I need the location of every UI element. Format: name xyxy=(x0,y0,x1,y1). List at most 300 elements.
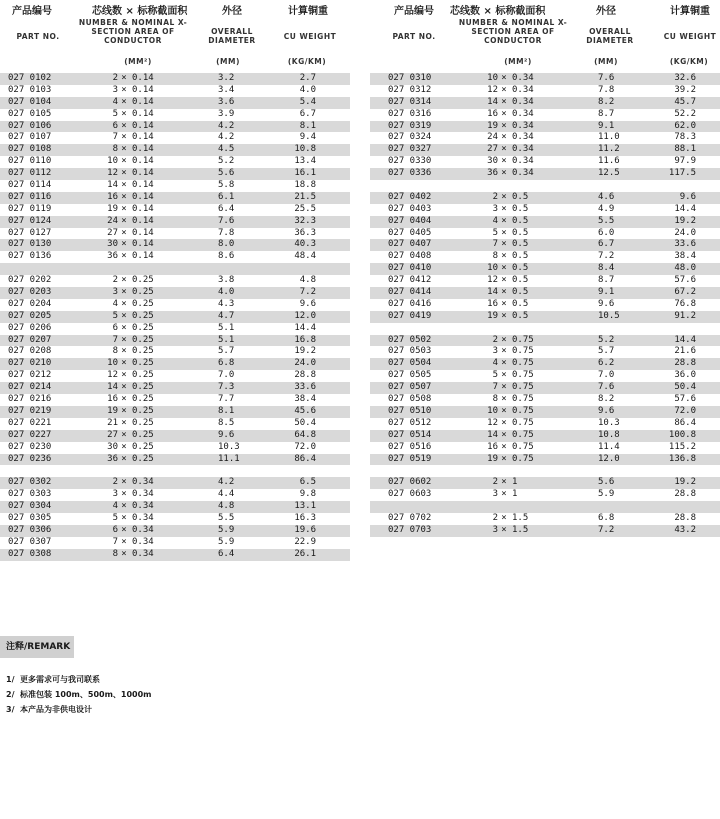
diameter-cell: 11.1 xyxy=(218,453,240,464)
area-cell: 0.75 xyxy=(512,382,534,393)
area-cell: 0.75 xyxy=(512,453,534,464)
times-sign: × xyxy=(121,548,127,559)
area-cell: 0.14 xyxy=(132,120,154,131)
area-cell: 0.25 xyxy=(132,382,154,393)
table-row xyxy=(0,121,350,133)
table-row xyxy=(370,180,720,192)
cores-cell: 2 xyxy=(112,275,118,286)
cu-weight-cell: 50.4 xyxy=(674,382,696,393)
diameter-cn-header: 外径 xyxy=(596,6,616,17)
diameter-cell: 11.0 xyxy=(598,132,620,143)
cu-weight-cell: 91.2 xyxy=(674,310,696,321)
diameter-cell: 8.6 xyxy=(218,251,235,262)
table-row xyxy=(370,418,720,430)
area-cell: 1 xyxy=(512,477,518,488)
cu-weight-cell: 21.5 xyxy=(294,191,316,202)
diameter-cell: 7.7 xyxy=(218,394,235,405)
table-row xyxy=(0,275,350,287)
part-number-cell: 027 0112 xyxy=(8,168,52,179)
cu-weight-cell: 16.3 xyxy=(294,512,316,523)
diameter-cell: 8.1 xyxy=(218,405,235,416)
part-number-cell: 027 0316 xyxy=(388,108,432,119)
table-row xyxy=(370,239,720,251)
times-sign: × xyxy=(501,417,507,428)
remark-note-3: 3/ 本产品为非供电设计 xyxy=(6,705,93,714)
area-cell: 0.75 xyxy=(512,370,534,381)
cu-weight-cell: 19.6 xyxy=(294,524,316,535)
table-row xyxy=(0,358,350,370)
area-cell: 0.14 xyxy=(132,239,154,250)
cores-cell: 3 xyxy=(112,287,118,298)
times-sign: × xyxy=(501,310,507,321)
times-sign: × xyxy=(501,346,507,357)
diameter-cell: 6.2 xyxy=(598,358,615,369)
part-number-cell: 027 0216 xyxy=(8,394,52,405)
part-number-cell: 027 0305 xyxy=(8,512,52,523)
diameter-cell: 4.0 xyxy=(218,287,235,298)
area-cell: 0.5 xyxy=(512,215,529,226)
part-number-cell: 027 0304 xyxy=(8,501,52,512)
table-row xyxy=(370,204,720,216)
times-sign: × xyxy=(121,168,127,179)
table-row xyxy=(0,394,350,406)
cu-weight-cell: 26.1 xyxy=(294,548,316,559)
cu-weight-cell: 36.0 xyxy=(674,370,696,381)
diameter-cell: 6.1 xyxy=(218,191,235,202)
cu-weight-cell: 86.4 xyxy=(674,417,696,428)
table-row xyxy=(370,132,720,144)
diameter-cell: 8.2 xyxy=(598,96,615,107)
area-cell: 0.5 xyxy=(512,310,529,321)
diameter-cell: 5.7 xyxy=(218,346,235,357)
cu-weight-header: CU WEIGHT xyxy=(663,32,717,41)
times-sign: × xyxy=(121,441,127,452)
cu-weight-cell: 76.8 xyxy=(674,298,696,309)
diameter-cell: 5.1 xyxy=(218,334,235,345)
left-table xyxy=(0,0,350,559)
diameter-cell: 10.3 xyxy=(218,441,240,452)
table-row xyxy=(370,168,720,180)
table-row xyxy=(0,228,350,240)
table-row xyxy=(370,251,720,263)
table-row xyxy=(0,537,350,549)
area-cell: 0.25 xyxy=(132,322,154,333)
times-sign: × xyxy=(501,73,507,83)
diameter-cell: 5.6 xyxy=(598,477,615,488)
cores-cell: 36 xyxy=(107,453,118,464)
area-cell: 0.25 xyxy=(132,429,154,440)
area-cell: 0.34 xyxy=(512,108,534,119)
cu-weight-unit: (KG/KM) xyxy=(287,57,327,66)
cu-weight-cell: 5.4 xyxy=(299,96,316,107)
times-sign: × xyxy=(121,429,127,440)
times-sign: × xyxy=(121,203,127,214)
table-row xyxy=(0,513,350,525)
cores-cell: 3 xyxy=(492,524,498,535)
table-row xyxy=(370,501,720,513)
area-cell: 0.25 xyxy=(132,334,154,345)
area-cell: 0.34 xyxy=(132,489,154,500)
diameter-cell: 9.6 xyxy=(218,429,235,440)
cu-weight-cell: 9.6 xyxy=(679,191,696,202)
times-sign: × xyxy=(501,287,507,298)
times-sign: × xyxy=(121,275,127,286)
cores-cell: 7 xyxy=(112,132,118,143)
area-cell: 0.14 xyxy=(132,73,154,83)
times-sign: × xyxy=(121,358,127,369)
area-cell: 0.75 xyxy=(512,358,534,369)
diameter-header: OVERALL DIAMETER xyxy=(208,27,256,45)
table-row xyxy=(0,85,350,97)
diameter-cell: 6.4 xyxy=(218,548,235,559)
cu-weight-cell: 40.3 xyxy=(294,239,316,250)
cores-cell: 3 xyxy=(492,203,498,214)
times-sign: × xyxy=(501,429,507,440)
area-cell: 0.25 xyxy=(132,298,154,309)
cores-cell: 3 xyxy=(112,84,118,95)
cores-cell: 4 xyxy=(492,358,498,369)
cores-cell: 36 xyxy=(107,251,118,262)
cu-weight-cell: 50.4 xyxy=(294,417,316,428)
table-row xyxy=(0,477,350,489)
cu-weight-cell: 39.2 xyxy=(674,84,696,95)
times-sign: × xyxy=(501,168,507,179)
cores-cell: 5 xyxy=(112,108,118,119)
cores-cell: 10 xyxy=(107,156,118,167)
times-sign: × xyxy=(501,203,507,214)
cu-weight-cell: 19.2 xyxy=(294,346,316,357)
times-sign: × xyxy=(121,394,127,405)
times-sign: × xyxy=(501,275,507,286)
cu-weight-cell: 57.6 xyxy=(674,394,696,405)
cu-weight-cell: 9.6 xyxy=(299,298,316,309)
times-sign: × xyxy=(121,144,127,155)
cu-weight-cell: 62.0 xyxy=(674,120,696,131)
cu-weight-cell: 117.5 xyxy=(668,168,696,179)
cores-cell: 16 xyxy=(487,441,498,452)
table-row xyxy=(370,477,720,489)
diameter-cell: 5.2 xyxy=(218,156,235,167)
area-cell: 0.14 xyxy=(132,251,154,262)
table-row xyxy=(370,121,720,133)
cu-weight-cell: 32.3 xyxy=(294,215,316,226)
table-row xyxy=(370,489,720,501)
area-cell: 0.5 xyxy=(512,191,529,202)
table-row xyxy=(370,73,720,85)
times-sign: × xyxy=(121,536,127,547)
part-number-cell: 027 0336 xyxy=(388,168,432,179)
times-sign: × xyxy=(121,512,127,523)
diameter-cell: 5.5 xyxy=(218,512,235,523)
area-cell: 0.34 xyxy=(512,156,534,167)
table-row xyxy=(0,216,350,228)
part-number-cell: 027 0327 xyxy=(388,144,432,155)
diameter-cell: 7.6 xyxy=(598,382,615,393)
part-number-cell: 027 0105 xyxy=(8,108,52,119)
times-sign: × xyxy=(121,239,127,250)
area-cell: 0.14 xyxy=(132,132,154,143)
part-number-cell: 027 0302 xyxy=(8,477,52,488)
times-sign: × xyxy=(121,287,127,298)
area-cell: 0.5 xyxy=(512,263,529,274)
diameter-cell: 10.5 xyxy=(598,310,620,321)
cores-cell: 3 xyxy=(492,346,498,357)
cores-cell: 3 xyxy=(112,489,118,500)
cores-cell: 7 xyxy=(492,382,498,393)
cu-weight-cell: 36.3 xyxy=(294,227,316,238)
cu-weight-cell: 22.9 xyxy=(294,536,316,547)
table-row xyxy=(0,335,350,347)
table-row xyxy=(0,251,350,263)
times-sign: × xyxy=(121,180,127,191)
times-sign: × xyxy=(501,215,507,226)
cu-weight-cell: 24.0 xyxy=(294,358,316,369)
cores-cell: 7 xyxy=(492,239,498,250)
cores-cell: 8 xyxy=(492,251,498,262)
diameter-cell: 5.6 xyxy=(218,168,235,179)
times-sign: × xyxy=(501,394,507,405)
diameter-cell: 8.5 xyxy=(218,417,235,428)
diameter-cell: 4.3 xyxy=(218,298,235,309)
diameter-cell: 3.4 xyxy=(218,84,235,95)
diameter-cell: 7.6 xyxy=(218,215,235,226)
cores-cell: 16 xyxy=(487,298,498,309)
times-sign: × xyxy=(501,524,507,535)
diameter-cell: 7.8 xyxy=(218,227,235,238)
cu-weight-cell: 28.8 xyxy=(294,370,316,381)
diameter-cell: 7.6 xyxy=(598,73,615,83)
diameter-cell: 5.9 xyxy=(598,489,615,500)
cores-cn-header: 芯线数 × 标称截面积 xyxy=(450,6,546,17)
cores-cell: 5 xyxy=(492,370,498,381)
cu-weight-cell: 4.8 xyxy=(299,275,316,286)
times-sign: × xyxy=(121,120,127,131)
cores-cell: 19 xyxy=(107,405,118,416)
part-number-cell: 027 0702 xyxy=(388,512,432,523)
cores-cell: 8 xyxy=(492,394,498,405)
cores-cell: 6 xyxy=(112,524,118,535)
area-cell: 0.25 xyxy=(132,394,154,405)
table-row xyxy=(370,144,720,156)
table-row xyxy=(0,109,350,121)
cores-cell: 19 xyxy=(487,310,498,321)
table-row xyxy=(370,394,720,406)
cores-cell: 24 xyxy=(487,132,498,143)
part-number-cell: 027 0308 xyxy=(8,548,52,559)
part-number-cell: 027 0103 xyxy=(8,84,52,95)
cores-cell: 30 xyxy=(107,441,118,452)
cu-weight-cell: 32.6 xyxy=(674,73,696,83)
cu-weight-cell: 28.8 xyxy=(674,512,696,523)
area-cell: 0.34 xyxy=(132,536,154,547)
table-row xyxy=(0,465,350,477)
diameter-cell: 8.0 xyxy=(218,239,235,250)
area-cell: 0.75 xyxy=(512,334,534,345)
times-sign: × xyxy=(121,346,127,357)
area-cell: 0.25 xyxy=(132,417,154,428)
area-cell: 0.5 xyxy=(512,275,529,286)
diameter-cell: 7.3 xyxy=(218,382,235,393)
part-number-cell: 027 0603 xyxy=(388,489,432,500)
times-sign: × xyxy=(501,96,507,107)
cu-weight-cell: 10.8 xyxy=(294,144,316,155)
part-number-cell: 027 0312 xyxy=(388,84,432,95)
part-number-cell: 027 0230 xyxy=(8,441,52,452)
area-cell: 0.14 xyxy=(132,180,154,191)
times-sign: × xyxy=(501,477,507,488)
table-row xyxy=(0,489,350,501)
diameter-cell: 4.7 xyxy=(218,310,235,321)
diameter-cell: 6.8 xyxy=(598,512,615,523)
table-row xyxy=(0,346,350,358)
cores-cell: 14 xyxy=(487,96,498,107)
times-sign: × xyxy=(501,358,507,369)
area-cell: 0.14 xyxy=(132,156,154,167)
times-sign: × xyxy=(121,417,127,428)
cu-weight-cell: 19.2 xyxy=(674,477,696,488)
cu-weight-cell: 16.1 xyxy=(294,168,316,179)
cores-cell: 10 xyxy=(487,263,498,274)
cores-cell: 19 xyxy=(107,203,118,214)
cores-cell: 14 xyxy=(107,180,118,191)
right-table-rows xyxy=(370,73,720,537)
part-number-cell: 027 0404 xyxy=(388,215,432,226)
table-row xyxy=(0,180,350,192)
area-cell: 0.34 xyxy=(132,548,154,559)
cu-weight-cell: 16.8 xyxy=(294,334,316,345)
times-sign: × xyxy=(501,144,507,155)
table-row xyxy=(370,370,720,382)
cu-weight-cell: 14.4 xyxy=(294,322,316,333)
cu-weight-cell: 136.8 xyxy=(668,453,696,464)
area-cell: 0.14 xyxy=(132,84,154,95)
cu-weight-cell: 13.1 xyxy=(294,501,316,512)
cores-header: NUMBER & NOMINAL X-SECTION AREA OF CONDUCTOR xyxy=(458,18,568,45)
cu-weight-cell: 78.3 xyxy=(674,132,696,143)
part-number-cell: 027 0202 xyxy=(8,275,52,286)
cores-cell: 2 xyxy=(112,73,118,83)
cu-weight-cell: 72.0 xyxy=(294,441,316,452)
area-cell: 0.5 xyxy=(512,239,529,250)
times-sign: × xyxy=(121,156,127,167)
cu-weight-cn-header: 计算铜重 xyxy=(288,6,328,17)
remark-note-1: 1/ 更多需求可与我司联系 xyxy=(6,675,101,684)
cores-cell: 8 xyxy=(112,144,118,155)
cores-cell: 14 xyxy=(487,429,498,440)
times-sign: × xyxy=(501,156,507,167)
cu-weight-cell: 8.1 xyxy=(299,120,316,131)
cores-cell: 2 xyxy=(112,477,118,488)
cu-weight-cell: 14.4 xyxy=(674,334,696,345)
table-row xyxy=(0,430,350,442)
cu-weight-cell: 38.4 xyxy=(294,394,316,405)
diameter-cell: 5.1 xyxy=(218,322,235,333)
table-row xyxy=(370,465,720,477)
diameter-cell: 8.4 xyxy=(598,263,615,274)
times-sign: × xyxy=(501,489,507,500)
table-row xyxy=(370,358,720,370)
area-cell: 0.34 xyxy=(132,477,154,488)
right-table-header xyxy=(370,0,720,70)
part-number-cell: 027 0504 xyxy=(388,358,432,369)
table-row xyxy=(0,501,350,513)
cores-cell: 14 xyxy=(107,382,118,393)
cu-weight-cell: 28.8 xyxy=(674,358,696,369)
times-sign: × xyxy=(121,84,127,95)
table-row xyxy=(0,192,350,204)
cores-cell: 2 xyxy=(492,191,498,202)
area-cell: 0.75 xyxy=(512,346,534,357)
times-sign: × xyxy=(121,227,127,238)
part-number-cell: 027 0416 xyxy=(388,298,432,309)
area-cell: 0.25 xyxy=(132,310,154,321)
diameter-cell: 7.2 xyxy=(598,524,615,535)
diameter-cell: 5.8 xyxy=(218,180,235,191)
table-row xyxy=(0,156,350,168)
part-number-cell: 027 0107 xyxy=(8,132,52,143)
cores-cell: 12 xyxy=(487,417,498,428)
part-no-cn-header: 产品编号 xyxy=(394,6,434,17)
times-sign: × xyxy=(121,489,127,500)
left-table-rows xyxy=(0,73,350,561)
part-number-cell: 027 0510 xyxy=(388,405,432,416)
diameter-cell: 9.1 xyxy=(598,120,615,131)
table-row xyxy=(0,382,350,394)
area-cell: 0.5 xyxy=(512,203,529,214)
diameter-cell: 12.0 xyxy=(598,453,620,464)
area-cell: 0.75 xyxy=(512,441,534,452)
cores-cell: 10 xyxy=(487,405,498,416)
cu-weight-cn-header: 计算铜重 xyxy=(670,6,710,17)
remark-label: 注释/REMARK xyxy=(0,636,74,658)
cores-cell: 4 xyxy=(112,96,118,107)
part-number-cell: 027 0205 xyxy=(8,310,52,321)
table-row xyxy=(370,311,720,323)
diameter-cell: 7.0 xyxy=(598,370,615,381)
area-cell: 0.5 xyxy=(512,227,529,238)
diameter-cell: 10.8 xyxy=(598,429,620,440)
area-cell: 0.34 xyxy=(512,73,534,83)
times-sign: × xyxy=(501,132,507,143)
diameter-cell: 5.9 xyxy=(218,524,235,535)
cores-cell: 12 xyxy=(107,168,118,179)
part-number-cell: 027 0324 xyxy=(388,132,432,143)
times-sign: × xyxy=(501,441,507,452)
cores-cell: 27 xyxy=(487,144,498,155)
area-cell: 0.75 xyxy=(512,394,534,405)
table-row xyxy=(0,144,350,156)
part-number-cell: 027 0306 xyxy=(8,524,52,535)
area-cell: 0.25 xyxy=(132,405,154,416)
cores-cell: 12 xyxy=(487,275,498,286)
times-sign: × xyxy=(121,453,127,464)
table-row xyxy=(0,311,350,323)
part-number-cell: 027 0503 xyxy=(388,346,432,357)
part-number-cell: 027 0319 xyxy=(388,120,432,131)
part-number-cell: 027 0403 xyxy=(388,203,432,214)
cores-cell: 5 xyxy=(492,227,498,238)
table-row xyxy=(0,168,350,180)
times-sign: × xyxy=(121,370,127,381)
cores-cell: 19 xyxy=(487,120,498,131)
cores-cell: 27 xyxy=(107,227,118,238)
cu-weight-cell: 115.2 xyxy=(668,441,696,452)
area-cell: 1.5 xyxy=(512,512,529,523)
diameter-cell: 11.6 xyxy=(598,156,620,167)
area-cell: 0.34 xyxy=(132,524,154,535)
times-sign: × xyxy=(501,512,507,523)
part-no-header: PART NO. xyxy=(16,32,60,41)
